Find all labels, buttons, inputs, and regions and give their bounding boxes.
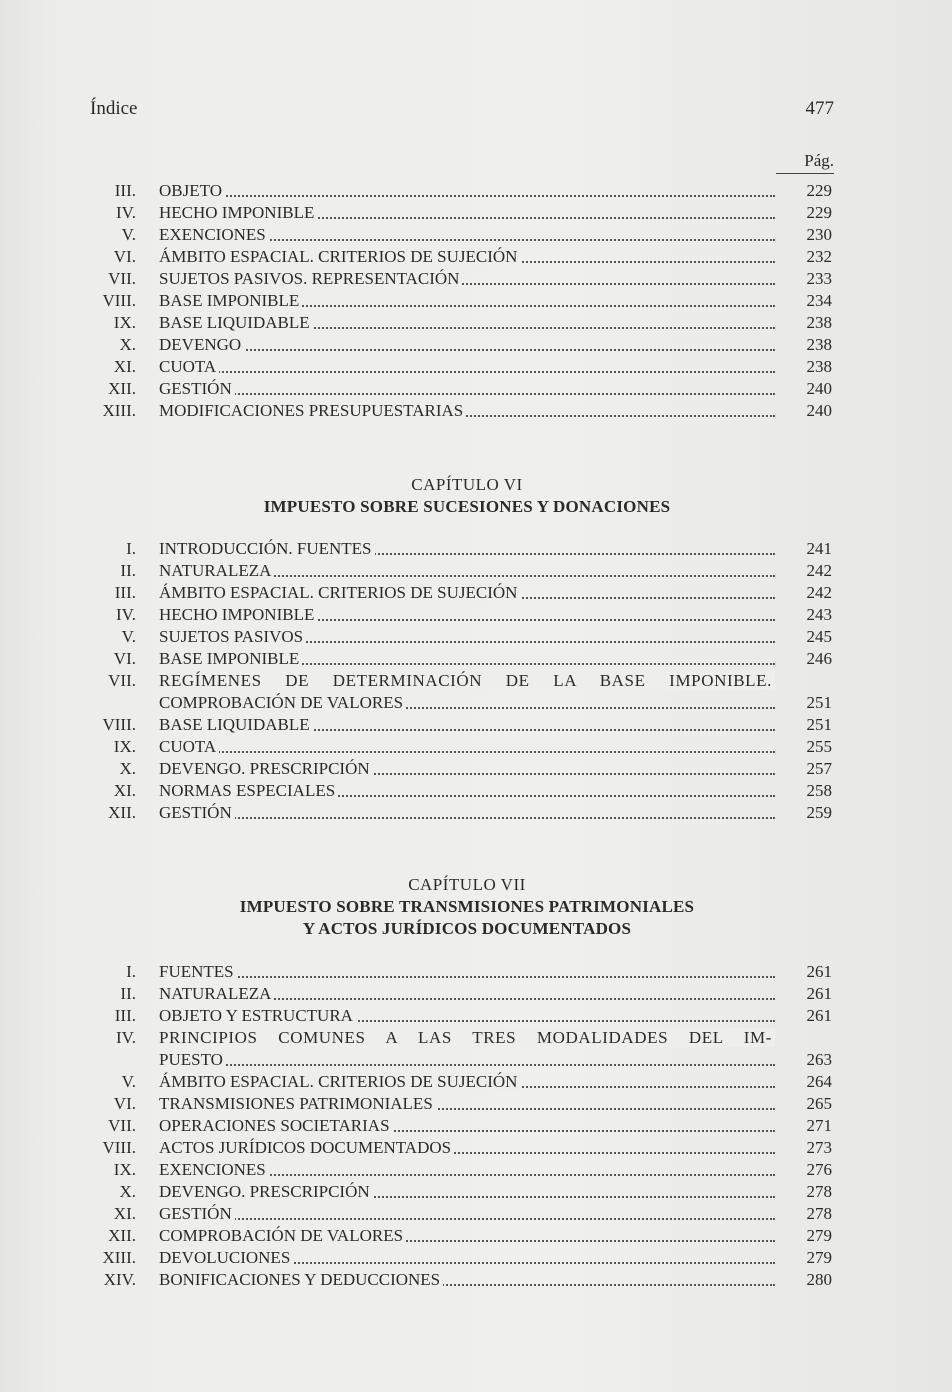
toc-entry-page: 229 bbox=[806, 181, 832, 200]
toc-entry-numeral: IV. bbox=[116, 605, 136, 624]
toc-entry-title-text: BASE IMPONIBLE bbox=[159, 291, 302, 310]
toc-entry-title bbox=[159, 692, 775, 714]
chapter-6-title: IMPUESTO SOBRE SUCESIONES Y DONACIONES bbox=[263, 497, 671, 516]
toc-entry-page: 229 bbox=[806, 203, 832, 222]
toc-entry-title-text: OBJETO bbox=[159, 181, 225, 200]
toc-entry bbox=[0, 1115, 952, 1137]
toc-entry-title-text: PUESTO bbox=[159, 1050, 226, 1069]
toc-entry-page: 241 bbox=[806, 539, 832, 558]
toc-entry-title-text: BASE IMPONIBLE bbox=[159, 649, 302, 668]
toc-entry-numeral: VIII. bbox=[102, 1138, 136, 1157]
toc-entry-title-text: GESTIÓN bbox=[159, 379, 235, 398]
toc-entry-title-text: EXENCIONES bbox=[159, 225, 269, 244]
toc-entry-title-text: ACTOS JURÍDICOS DOCUMENTADOS bbox=[159, 1138, 454, 1157]
toc-entry-page: 238 bbox=[806, 357, 832, 376]
toc-entry-numeral: V. bbox=[121, 627, 136, 646]
toc-entry-numeral: XII. bbox=[108, 803, 136, 822]
toc-entry bbox=[0, 1225, 952, 1247]
toc-entry-numeral: VIII. bbox=[102, 715, 136, 734]
toc-entry-title-text: DEVENGO. PRESCRIPCIÓN bbox=[159, 759, 373, 778]
toc-entry-title-text: ÁMBITO ESPACIAL. CRITERIOS DE SUJECIÓN bbox=[159, 247, 520, 266]
toc-entry-numeral: V. bbox=[121, 1072, 136, 1091]
toc-entry-page: 263 bbox=[806, 1050, 832, 1069]
toc-entry-numeral: X. bbox=[119, 1182, 136, 1201]
chapter-7-heading bbox=[159, 874, 775, 940]
running-head bbox=[90, 98, 834, 122]
toc-entry bbox=[0, 312, 952, 334]
toc-entry-title bbox=[159, 1093, 775, 1115]
toc-entry-title bbox=[159, 780, 775, 802]
toc-entry-numeral: XI. bbox=[113, 1204, 136, 1223]
toc-entry-page: 242 bbox=[806, 583, 832, 602]
toc-entry-numeral: IX. bbox=[113, 737, 136, 756]
toc-entry-title bbox=[159, 1005, 775, 1027]
toc-entry bbox=[0, 961, 952, 983]
toc-entry-numeral: IV. bbox=[116, 203, 136, 222]
toc-entry-title-text: ÁMBITO ESPACIAL. CRITERIOS DE SUJECIÓN bbox=[159, 1072, 520, 1091]
toc-entry-page: 265 bbox=[806, 1094, 832, 1113]
toc-entry-title bbox=[159, 582, 775, 604]
toc-entry bbox=[0, 268, 952, 290]
running-head-title: Índice bbox=[90, 98, 138, 119]
toc-entry-page: 232 bbox=[806, 247, 832, 266]
toc-entry bbox=[0, 758, 952, 780]
toc-entry-title-text: COMPROBACIÓN DE VALORES bbox=[159, 693, 406, 712]
toc-entry-title-text: DEVENGO bbox=[159, 335, 244, 354]
toc-entry-page: 240 bbox=[806, 401, 832, 420]
toc-entry-title-text: REGÍMENES DE DETERMINACIÓN DE LA BASE IMPONIBLE. bbox=[159, 671, 775, 690]
toc-entry bbox=[0, 736, 952, 758]
toc-entry-numeral: VII. bbox=[108, 269, 136, 288]
toc-entry-title bbox=[159, 538, 775, 560]
toc-entry-title bbox=[159, 1049, 775, 1071]
toc-entry-numeral: II. bbox=[120, 984, 136, 1003]
toc-entry-numeral: I. bbox=[126, 539, 136, 558]
toc-entry-page: 251 bbox=[806, 693, 832, 712]
toc-entry-page: 234 bbox=[806, 291, 832, 310]
toc-entry-page: 261 bbox=[806, 1006, 832, 1025]
toc-entry bbox=[0, 1005, 952, 1027]
toc-entry bbox=[0, 560, 952, 582]
toc-entry-title bbox=[159, 1137, 775, 1159]
toc-entry-title bbox=[159, 758, 775, 780]
toc-entry-title-text: NATURALEZA bbox=[159, 561, 274, 580]
toc-entry-page: 264 bbox=[806, 1072, 832, 1091]
toc-entry-title-text: NORMAS ESPECIALES bbox=[159, 781, 338, 800]
toc-entry bbox=[0, 1203, 952, 1225]
toc-entry-title bbox=[159, 1269, 775, 1291]
toc-entry bbox=[0, 290, 952, 312]
chapter-7-title-line-2: Y ACTOS JURÍDICOS DOCUMENTADOS bbox=[302, 919, 632, 938]
toc-entry-page: 278 bbox=[806, 1182, 832, 1201]
toc-entry-title bbox=[159, 802, 775, 824]
toc-entry-title bbox=[159, 356, 775, 378]
toc-entry-title bbox=[159, 648, 775, 670]
toc-entry-numeral: III. bbox=[114, 1006, 136, 1025]
toc-entry-page: 257 bbox=[806, 759, 832, 778]
toc-entry-title bbox=[159, 961, 775, 983]
toc-entry-numeral: X. bbox=[119, 335, 136, 354]
toc-entry bbox=[0, 626, 952, 648]
toc-entry bbox=[0, 1137, 952, 1159]
toc-entry-numeral: XII. bbox=[108, 379, 136, 398]
toc-entry-title-text: SUJETOS PASIVOS bbox=[159, 627, 306, 646]
toc-entry-title bbox=[159, 670, 775, 692]
toc-entry-numeral: II. bbox=[120, 561, 136, 580]
toc-entry-title-text: OBJETO Y ESTRUCTURA bbox=[159, 1006, 356, 1025]
toc-entry-numeral: XIII. bbox=[102, 401, 136, 420]
toc-entry-title bbox=[159, 334, 775, 356]
toc-entry bbox=[0, 1159, 952, 1181]
toc-entry-page: 273 bbox=[806, 1138, 832, 1157]
toc-entry-title bbox=[159, 604, 775, 626]
toc-entry-title bbox=[159, 1071, 775, 1093]
toc-entry-title bbox=[159, 983, 775, 1005]
toc-entry-page: 240 bbox=[806, 379, 832, 398]
toc-entry-numeral: XI. bbox=[113, 781, 136, 800]
toc-entry-title-text: MODIFICACIONES PRESUPUESTARIAS bbox=[159, 401, 466, 420]
toc-entry-page: 242 bbox=[806, 561, 832, 580]
toc-entry-title bbox=[159, 290, 775, 312]
toc-entry-numeral: V. bbox=[121, 225, 136, 244]
toc-entry-title bbox=[159, 1159, 775, 1181]
toc-entry-title-text: DEVENGO. PRESCRIPCIÓN bbox=[159, 1182, 373, 1201]
toc-entry-page: 261 bbox=[806, 962, 832, 981]
toc-entry-page: 279 bbox=[806, 1226, 832, 1245]
toc-entry bbox=[0, 224, 952, 246]
page-column-label: Pág. bbox=[776, 151, 834, 174]
toc-entry bbox=[0, 180, 952, 202]
toc-entry bbox=[0, 1247, 952, 1269]
toc-entry-page: 259 bbox=[806, 803, 832, 822]
toc-entry bbox=[0, 802, 952, 824]
toc-entry-numeral: XII. bbox=[108, 1226, 136, 1245]
toc-entry-page: 246 bbox=[806, 649, 832, 668]
toc-entry-title-text: HECHO IMPONIBLE bbox=[159, 203, 317, 222]
toc-entry-title bbox=[159, 1181, 775, 1203]
toc-entry-title-text: ÁMBITO ESPACIAL. CRITERIOS DE SUJECIÓN bbox=[159, 583, 520, 602]
toc-entry-title bbox=[159, 714, 775, 736]
toc-entry-title bbox=[159, 1247, 775, 1269]
toc-entry-title-text: DEVOLUCIONES bbox=[159, 1248, 293, 1267]
toc-entry bbox=[0, 1093, 952, 1115]
toc-entry-page: 243 bbox=[806, 605, 832, 624]
toc-entry-numeral: XI. bbox=[113, 357, 136, 376]
toc-entry-title-text: OPERACIONES SOCIETARIAS bbox=[159, 1116, 393, 1135]
toc-entry-page: 245 bbox=[806, 627, 832, 646]
toc-entry-title bbox=[159, 400, 775, 422]
toc-entry bbox=[0, 334, 952, 356]
chapter-7-label: CAPÍTULO VII bbox=[408, 875, 526, 894]
toc-entry bbox=[0, 692, 952, 714]
toc-entry bbox=[0, 246, 952, 268]
toc-entry-title-text: CUOTA bbox=[159, 737, 219, 756]
toc-entry-title bbox=[159, 1027, 775, 1049]
toc-entry-page: 238 bbox=[806, 313, 832, 332]
toc-entry-page: 261 bbox=[806, 984, 832, 1003]
toc-entry-page: 251 bbox=[806, 715, 832, 734]
toc-entry-page: 230 bbox=[806, 225, 832, 244]
toc-entry-numeral: IX. bbox=[113, 1160, 136, 1179]
toc-entry-numeral: VII. bbox=[108, 1116, 136, 1135]
toc-entry-title bbox=[159, 268, 775, 290]
toc-entry bbox=[0, 1049, 952, 1071]
toc-entry-title-text: GESTIÓN bbox=[159, 1204, 235, 1223]
toc-entry-title bbox=[159, 202, 775, 224]
toc-entry-title bbox=[159, 180, 775, 202]
toc-entry-numeral: I. bbox=[126, 962, 136, 981]
toc-entry-page: 278 bbox=[806, 1204, 832, 1223]
toc-entry bbox=[0, 356, 952, 378]
toc-entry-numeral: IX. bbox=[113, 313, 136, 332]
toc-entry bbox=[0, 1027, 952, 1049]
toc-entry-title bbox=[159, 224, 775, 246]
toc-entry-title bbox=[159, 378, 775, 400]
toc-entry-numeral: VI. bbox=[113, 649, 136, 668]
toc-entry-numeral: XIV. bbox=[103, 1270, 136, 1289]
toc-entry-title-text: HECHO IMPONIBLE bbox=[159, 605, 317, 624]
toc-entry-numeral: XIII. bbox=[102, 1248, 136, 1267]
toc-entry-page: 279 bbox=[806, 1248, 832, 1267]
toc-entry bbox=[0, 1071, 952, 1093]
toc-entry-title-text: NATURALEZA bbox=[159, 984, 274, 1003]
toc-entry-title-text: COMPROBACIÓN DE VALORES bbox=[159, 1226, 406, 1245]
toc-entry bbox=[0, 1269, 952, 1291]
toc-entry bbox=[0, 378, 952, 400]
toc-entry-numeral: X. bbox=[119, 759, 136, 778]
toc-entry bbox=[0, 670, 952, 692]
toc-entry-numeral: VI. bbox=[113, 1094, 136, 1113]
toc-entry bbox=[0, 983, 952, 1005]
toc-entry-title-text: BASE LIQUIDABLE bbox=[159, 313, 313, 332]
toc-entry bbox=[0, 400, 952, 422]
toc-entry bbox=[0, 538, 952, 560]
toc-entry-title bbox=[159, 1115, 775, 1137]
chapter-6-label: CAPÍTULO VI bbox=[411, 475, 523, 494]
toc-entry-title-text: INTRODUCCIÓN. FUENTES bbox=[159, 539, 375, 558]
toc-entry-title-text: GESTIÓN bbox=[159, 803, 235, 822]
toc-entry bbox=[0, 648, 952, 670]
toc-entry-title bbox=[159, 1225, 775, 1247]
toc-entry-numeral: VII. bbox=[108, 671, 136, 690]
toc-entry-numeral: III. bbox=[114, 181, 136, 200]
running-head-page-number: 477 bbox=[805, 98, 834, 119]
toc-entry-title bbox=[159, 1203, 775, 1225]
toc-entry bbox=[0, 714, 952, 736]
toc-entry-numeral: VI. bbox=[113, 247, 136, 266]
toc-entry-numeral: III. bbox=[114, 583, 136, 602]
toc-entry-page: 233 bbox=[806, 269, 832, 288]
toc-entry-title bbox=[159, 312, 775, 334]
toc-entry-title bbox=[159, 626, 775, 648]
toc-entry-page: 280 bbox=[806, 1270, 832, 1289]
toc-entry bbox=[0, 780, 952, 802]
toc-entry-title-text: SUJETOS PASIVOS. REPRESENTACIÓN bbox=[159, 269, 462, 288]
toc-entry-title bbox=[159, 246, 775, 268]
chapter-7-title-line-1: IMPUESTO SOBRE TRANSMISIONES PATRIMONIALES bbox=[239, 897, 695, 916]
toc-entry bbox=[0, 202, 952, 224]
toc-entry-page: 258 bbox=[806, 781, 832, 800]
toc-entry-title-text: BONIFICACIONES Y DEDUCCIONES bbox=[159, 1270, 443, 1289]
toc-entry-title bbox=[159, 736, 775, 758]
toc-entry-title-text: PRINCIPIOS COMUNES A LAS TRES MODALIDADES DEL IM- bbox=[159, 1028, 775, 1047]
chapter-6-heading bbox=[159, 474, 775, 518]
toc-entry-title-text: EXENCIONES bbox=[159, 1160, 269, 1179]
toc-entry bbox=[0, 604, 952, 626]
toc-entry-page: 271 bbox=[806, 1116, 832, 1135]
toc-entry-numeral: IV. bbox=[116, 1028, 136, 1047]
toc-entry-page: 238 bbox=[806, 335, 832, 354]
toc-entry-title bbox=[159, 560, 775, 582]
toc-entry-title-text: FUENTES bbox=[159, 962, 237, 981]
toc-entry bbox=[0, 1181, 952, 1203]
toc-entry-title-text: TRANSMISIONES PATRIMONIALES bbox=[159, 1094, 436, 1113]
toc-entry bbox=[0, 582, 952, 604]
toc-entry-page: 255 bbox=[806, 737, 832, 756]
toc-entry-numeral: VIII. bbox=[102, 291, 136, 310]
toc-entry-page: 276 bbox=[806, 1160, 832, 1179]
toc-entry-title-text: BASE LIQUIDABLE bbox=[159, 715, 313, 734]
toc-entry-title-text: CUOTA bbox=[159, 357, 219, 376]
